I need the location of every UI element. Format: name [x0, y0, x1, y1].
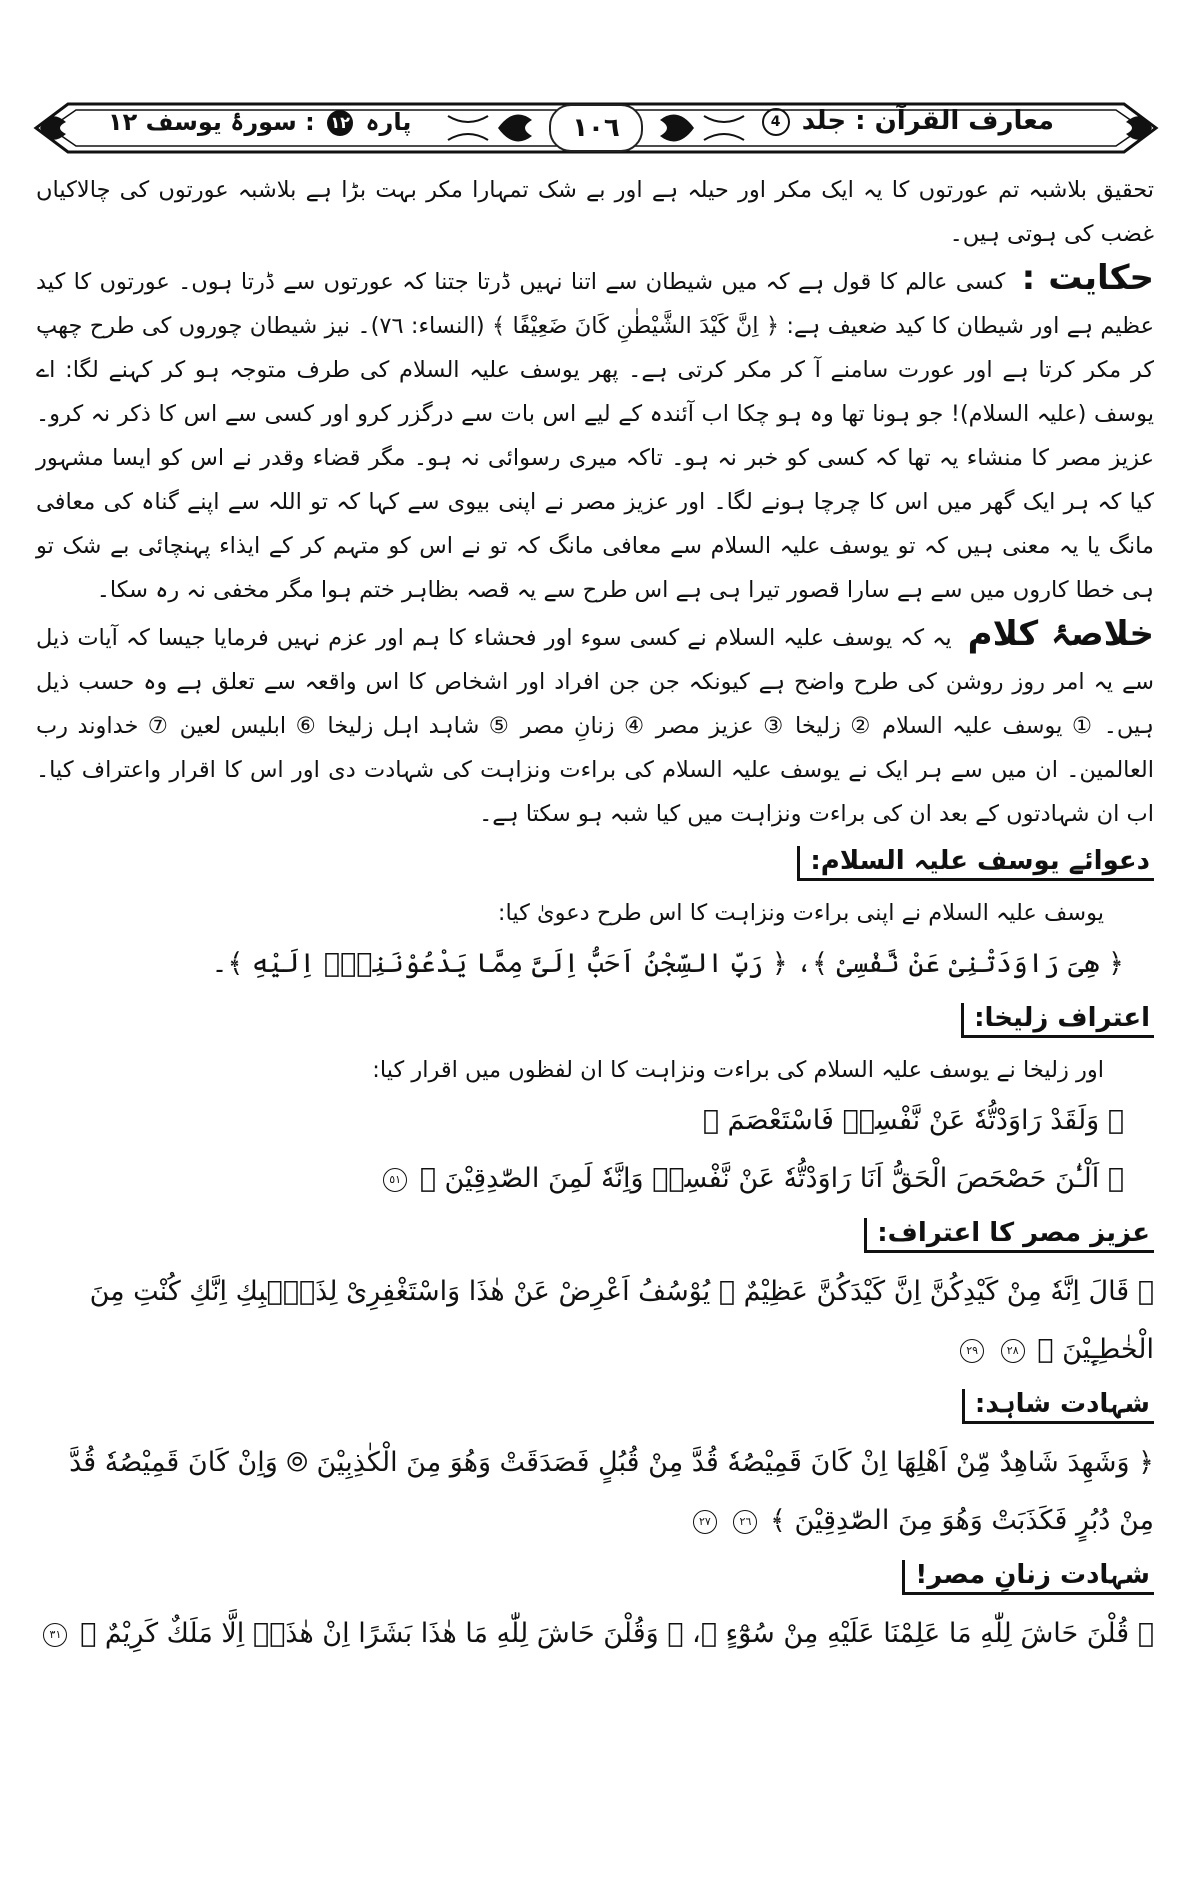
verse-text: ﴿ اَلْـٰٔنَ حَصْحَصَ الْحَقُّ اَنَا رَاوَدْتُّهٗ عَنْ نَّفْسِهٖ وَاِنَّهٗ لَمِنَ الصّٰدِقِیْنَ ﴾ [419, 1163, 1124, 1194]
section-intro: یوسف علیہ السلام نے اپنی براءت ونزاہت کا اس طرح دعویٰ کیا: [497, 900, 1104, 926]
section-dawa-yusuf [36, 836, 1154, 993]
quran-verse [36, 1150, 1154, 1208]
section-heading: اعتراف زلیخا: [961, 1003, 1154, 1038]
section-heading: دعوائے یوسف علیہ السلام: [797, 846, 1154, 881]
para-surah-label [108, 108, 411, 136]
section-heading: شہادت شاہد: [962, 1389, 1154, 1424]
quran-verse [36, 1263, 1154, 1379]
khulasa-text: یہ کہ یوسف علیہ السلام نے کسی سوء اور فحشاء کا ہم اور عزم نہیں فرمایا جیسا کہ آیات ذیل سے یہ امر روز روشن کی طرح واضح ہے کیونکہ جن جن افراد اور اشخاص کا اس واقعہ سے تعلق ہے وہ حسب ذیل ہیں۔ ① یوسف علیہ السلام ② زلیخا ③ عزیز مصر ④ زنانِ مصر ⑤ شاہد اہل زلیخا ⑥ ابلیس لعین ⑦ خداوند رب العالمین۔ ان میں سے ہر ایک نے یوسف علیہ السلام کی براءت ونزاہت کی شہادت دی اور اس کا اقرار واعتراف کیا۔ اب ان شہادتوں کے بعد ان کی براءت ونزاہت میں کیا شبہ ہو سکتا ہے۔ [36, 625, 1154, 827]
surah-label: : سورۂ یوسف ١٢ [108, 108, 315, 136]
page-body [36, 168, 1154, 1663]
verse-number-marker: ٥١ [383, 1168, 407, 1192]
paragraph-khulasa [36, 612, 1154, 836]
book-title-text: معارف القرآن : جلد [801, 106, 1054, 136]
verse-text: ﴿ وَشَهِدَ شَاهِدٌ مِّنْ اَهْلِهَا اِنْ كَانَ قَمِیْصُهٗ قُدَّ مِنْ قُبُلٍ فَصَدَقَتْ وَهُوَ مِنَ الْكٰذِبِیْنَ ⦾ وَاِنْ كَانَ قَمِیْصُهٗ قُدَّ مِنْ دُبُرٍ فَكَذَبَتْ وَهُوَ مِنَ الصّٰدِقِیْنَ ﴾ [69, 1447, 1154, 1536]
page-number: ١٠٦ [549, 104, 643, 152]
verse-number-marker: ٣١ [43, 1623, 67, 1647]
quran-verse [36, 1605, 1154, 1663]
para-number: ١٢ [327, 110, 353, 136]
volume-number: 4 [762, 108, 790, 136]
quran-verse: ﴿ وَلَقَدْ رَاوَدْتُّهٗ عَنْ نَّفْسِهٖ فَاسْتَعْصَمَ ﴾ [702, 1105, 1124, 1136]
section-heading: عزیز مصر کا اعتراف: [864, 1218, 1154, 1253]
khulasa-heading: خلاصۂ کلام [967, 614, 1154, 654]
verse-text: ﴿ قَالَ اِنَّهٗ مِنْ كَیْدِكُنَّ اِنَّ كَیْدَكُنَّ عَظِیْمٌ ⦾ یُوْسُفُ اَعْرِضْ عَنْ هٰذَا وَاسْتَغْفِرِیْ لِذَنْۢبِكِ اِنَّكِ كُنْتِ مِنَ الْخٰطِـِٕیْنَ ﴾ [89, 1276, 1154, 1365]
verse-text: ﴿ قُلْنَ حَاشَ لِلّٰهِ مَا عَلِمْنَا عَلَیْهِ مِنْ سُوْٓءٍ ﴾، ﴿ وَقُلْنَ حَاشَ لِلّٰهِ مَا هٰذَا بَشَرًا اِنْ هٰذَاۤ اِلَّا مَلَكٌ كَرِیْمٌ ﴾ [80, 1618, 1154, 1649]
page-header [28, 96, 1164, 160]
book-title [759, 106, 1054, 136]
para-label: پارہ [365, 108, 412, 136]
verse-number-marker: ٢٦ [733, 1510, 757, 1534]
verse-number-marker: ٢٨ [1001, 1339, 1025, 1363]
hikayat-text: کسی عالم کا قول ہے کہ میں شیطان سے اتنا نہیں ڈرتا جتنا کہ عورتوں سے ڈرتا ہوں۔ عورتوں کا کید عظیم ہے اور شیطان کا کید ضعیف ہے: ﴿ اِنَّ كَيْدَ الشَّيْطٰنِ كَانَ ضَعِيْفًا ﴾ (النساء: ٧٦)۔ نیز شیطان چوروں کی طرح چھپ کر مکر کرتا ہے اور عورت سامنے آ کر مکر کرتی ہے۔ پھر یوسف علیہ السلام کی طرف متوجہ ہو کر کہنے لگا: اے یوسف (علیہ السلام)! جو ہونا تھا وہ ہو چکا اب آئندہ کے لیے اس بات سے درگزر کرو اور کسی سے اس کا ذکر نہ کرو۔ عزیز مصر کا منشاء یہ تھا کہ کسی کو خبر نہ ہو۔ تاکہ میری رسوائی نہ ہو۔ مگر قضاء وقدر نے اس کو ایسا مشہور کیا کہ ہر ایک گھر میں اس کا چرچا ہونے لگا۔ اور عزیز مصر نے اپنی بیوی سے کہا کہ تو اللہ سے اپنے گناہ کی معافی مانگ یا یہ معنی ہیں کہ تو یوسف علیہ السلام سے معافی مانگ کہ تو نے اس کو متہم کر کے ایذاء پہنچائی بے شک تو ہی خطا کاروں میں سے ہے سارا قصور تیرا ہی ہے اس طرح سے یہ قصہ بظاہر ختم ہوا مگر مخفی نہ رہ سکا۔ [36, 269, 1154, 603]
section-intro: اور زلیخا نے یوسف علیہ السلام کی براءت ونزاہت کا ان لفظوں میں اقرار کیا: [372, 1057, 1104, 1083]
section-heading: شہادت زنانِ مصر! [902, 1560, 1154, 1595]
verse-number-marker: ٢٧ [693, 1510, 717, 1534]
quran-verse: ﴿ هِیَ رَاوَدَتْنِیْ عَنْ نَّفْسِیْ ﴾، ﴿ رَبِّ السِّجْنُ اَحَبُّ اِلَیَّ مِمَّا یَدْعُوْنَنِیْۤ اِلَیْهِ ﴾۔ [211, 948, 1124, 979]
quran-verse [36, 1434, 1154, 1550]
section-shahadat-shahid [36, 1379, 1154, 1550]
paragraph-1: تحقیق بلاشبہ تم عورتوں کا یہ ایک مکر اور حیلہ ہے اور بے شک تمہارا مکر بہت بڑا ہے بلاشبہ عورتوں کی چالاکیاں غضب کی ہوتی ہیں۔ [36, 177, 1154, 247]
section-zanan-misr [36, 1550, 1154, 1663]
hikayat-heading: حکایت : [1021, 258, 1154, 298]
verse-number-marker: ٢٩ [960, 1339, 984, 1363]
paragraph-hikayat [36, 256, 1154, 612]
section-etiraf-zulaikha [36, 993, 1154, 1208]
section-aziz-misr [36, 1208, 1154, 1379]
